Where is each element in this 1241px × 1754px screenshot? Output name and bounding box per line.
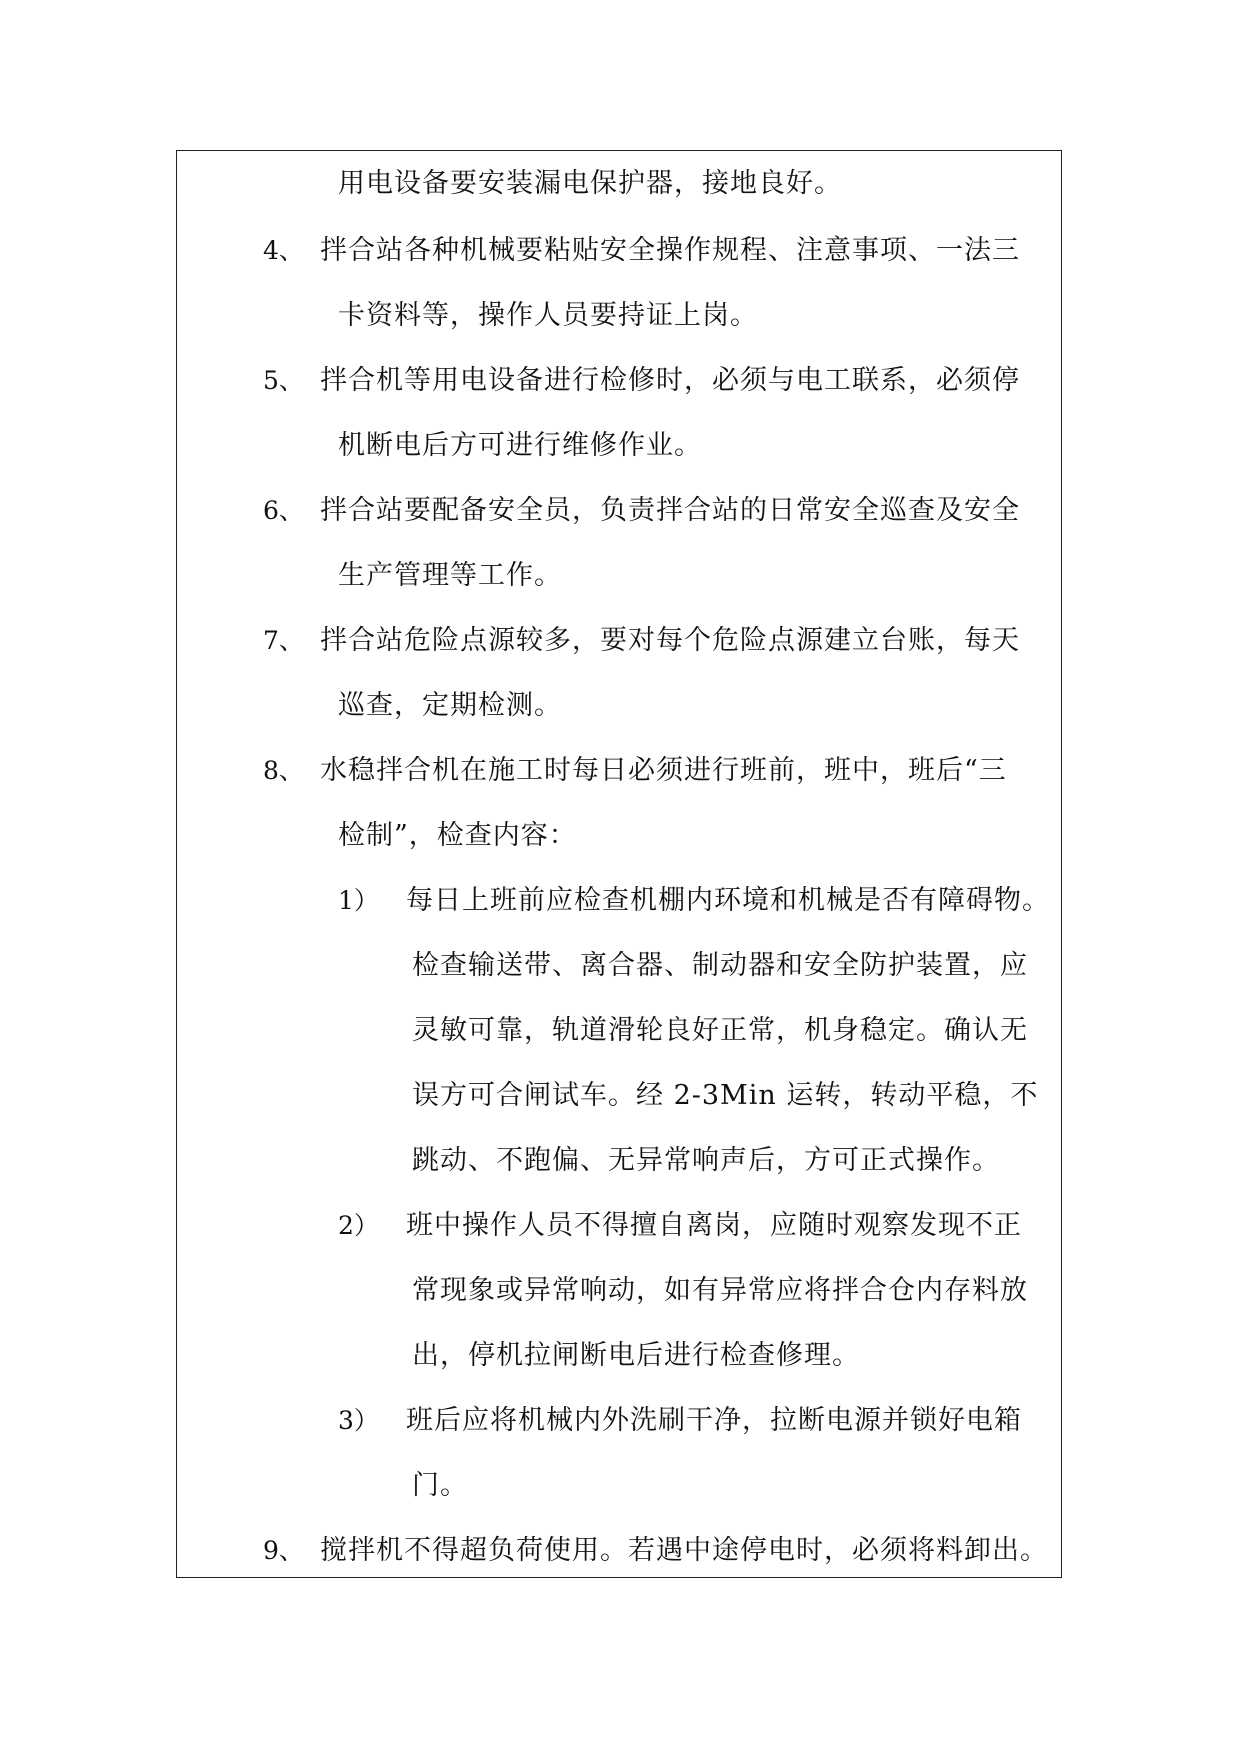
subitem-1-line-2: 检查输送带、离合器、制动器和安全防护装置，应 xyxy=(412,950,1028,981)
item-number-8: 8、 xyxy=(263,756,304,785)
subitem-1-line-1: 每日上班前应检查机棚内环境和机械是否有障碍物。 xyxy=(406,885,1050,916)
item-5-line-1: 拌合机等用电设备进行检修时，必须与电工联系，必须停 xyxy=(320,365,1020,396)
item-4-line-2: 卡资料等，操作人员要持证上岗。 xyxy=(338,300,758,331)
item-number-7: 7、 xyxy=(263,626,304,655)
item-number-5: 5、 xyxy=(263,366,304,395)
item-6-line-1: 拌合站要配备安全员，负责拌合站的日常安全巡查及安全 xyxy=(320,495,1020,526)
item-number-4: 4、 xyxy=(263,236,304,265)
subitem-number-3: 3） xyxy=(338,1406,379,1435)
subitem-2-line-3: 出，停机拉闸断电后进行检查修理。 xyxy=(412,1340,860,1371)
subitem-1-line-5: 跳动、不跑偏、无异常响声后，方可正式操作。 xyxy=(412,1145,1000,1176)
subitem-number-2: 2） xyxy=(338,1211,379,1240)
item-6-line-2: 生产管理等工作。 xyxy=(338,560,562,591)
subitem-1-line-4: 误方可合闸试车。经 2-3Min 运转，转动平稳，不 xyxy=(412,1080,1039,1111)
continuation-text: 用电设备要安装漏电保护器，接地良好。 xyxy=(338,168,842,199)
subitem-1-line-3: 灵敏可靠，轨道滑轮良好正常，机身稳定。确认无 xyxy=(412,1015,1028,1046)
subitem-2-line-2: 常现象或异常响动，如有异常应将拌合仓内存料放 xyxy=(412,1275,1028,1306)
item-7-line-1: 拌合站危险点源较多，要对每个危险点源建立台账，每天 xyxy=(320,625,1020,656)
item-8-line-1: 水稳拌合机在施工时每日必须进行班前，班中，班后“三 xyxy=(320,755,1007,786)
subitem-number-1: 1） xyxy=(338,886,379,915)
item-number-6: 6、 xyxy=(263,496,304,525)
item-number-9: 9、 xyxy=(263,1536,304,1565)
subitem-3-line-2: 门。 xyxy=(412,1470,468,1501)
item-9-line-1: 搅拌机不得超负荷使用。若遇中途停电时，必须将料卸出。 xyxy=(320,1535,1048,1566)
item-8-line-2: 检制”，检查内容： xyxy=(338,820,577,851)
subitem-2-line-1: 班中操作人员不得擅自离岗，应随时观察发现不正 xyxy=(406,1210,1022,1241)
item-7-line-2: 巡查，定期检测。 xyxy=(338,690,562,721)
subitem-3-line-1: 班后应将机械内外洗刷干净，拉断电源并锁好电箱 xyxy=(406,1405,1022,1436)
item-4-line-1: 拌合站各种机械要粘贴安全操作规程、注意事项、一法三 xyxy=(320,235,1020,266)
item-5-line-2: 机断电后方可进行维修作业。 xyxy=(338,430,702,461)
